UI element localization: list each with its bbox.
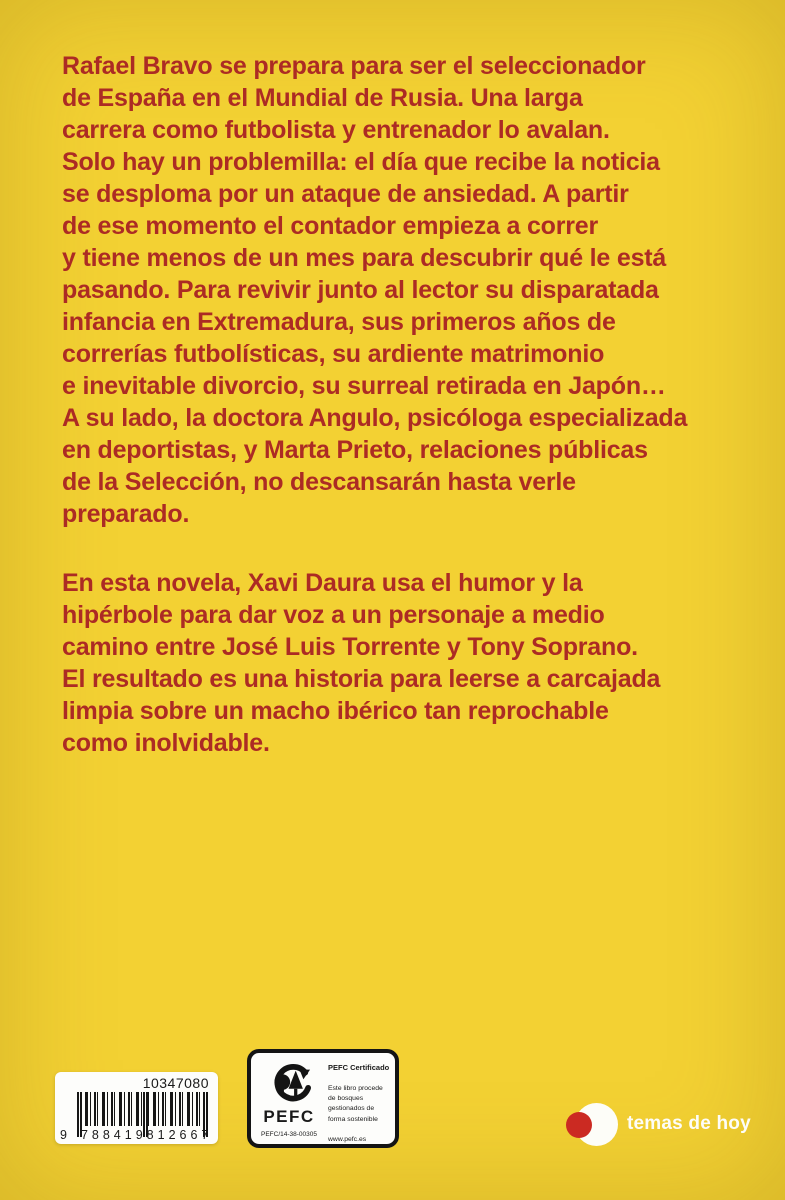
barcode-isbn-digits: [60, 1128, 213, 1142]
pefc-certificate-code: PEFC/14-38-00305: [260, 1131, 317, 1138]
pefc-title: PEFC Certificado: [328, 1063, 390, 1072]
synopsis-line: de la Selección, no descansarán hasta verle: [62, 468, 576, 496]
synopsis-line: se desploma por un ataque de ansiedad. A partir: [62, 180, 629, 208]
pefc-brand-text: PEFC: [263, 1107, 315, 1126]
synopsis-line: El resultado es una historia para leerse a carcajada: [62, 665, 661, 693]
barcode-lead-digit: 9: [60, 1128, 67, 1142]
synopsis-line: Rafael Bravo se prepara para ser el seleccionador: [62, 52, 646, 80]
pefc-left-column: [257, 1059, 321, 1140]
synopsis-line: de España en el Mundial de Rusia. Una larga: [62, 84, 583, 112]
publisher-red-dot-icon: [566, 1112, 592, 1138]
synopsis-line: hipérbole para dar voz a un personaje a medio: [62, 601, 605, 629]
synopsis-line: A su lado, la doctora Angulo, psicóloga especializada: [62, 404, 688, 432]
synopsis-line: en deportistas, y Marta Prieto, relaciones públicas: [62, 436, 648, 464]
synopsis-line: y tiene menos de un mes para descubrir qué le está: [62, 244, 667, 272]
synopsis-line: infancia en Extremadura, sus primeros años de: [62, 308, 616, 336]
synopsis-line: como inolvidable.: [62, 729, 270, 757]
synopsis-line: En esta novela, Xavi Daura usa el humor y la: [62, 569, 583, 597]
pefc-logo-icon: [266, 1061, 312, 1107]
synopsis-paragraph-2: [62, 567, 687, 759]
synopsis-line: preparado.: [62, 500, 190, 528]
barcode-digit-group: 788419: [80, 1128, 147, 1142]
publisher-name: temas de hoy: [627, 1113, 751, 1134]
barcode-top-number: 10347080: [142, 1075, 209, 1091]
barcode-label: [55, 1072, 218, 1144]
synopsis-line: de ese momento el contador empieza a correr: [62, 212, 599, 240]
synopsis-line: camino entre José Luis Torrente y Tony Soprano.: [62, 633, 638, 661]
barcode-digit-group: 812667: [146, 1128, 213, 1142]
synopsis-line: e inevitable divorcio, su surreal retirada en Japón…: [62, 372, 666, 400]
synopsis-line: pasando. Para revivir junto al lector su disparatada: [62, 276, 659, 304]
synopsis-line: carrera como futbolista y entrenador lo avalan.: [62, 116, 610, 144]
synopsis-paragraph-1: [62, 50, 687, 530]
synopsis-line: limpia sobre un macho ibérico tan reprochable: [62, 697, 609, 725]
pefc-right-column: [321, 1059, 390, 1143]
pefc-url: www.pefc.es: [328, 1135, 367, 1143]
pefc-certification-label: [247, 1049, 399, 1148]
publisher-logo: [560, 1100, 760, 1150]
synopsis-line: Solo hay un problemilla: el día que recibe la noticia: [62, 148, 660, 176]
synopsis-text: [62, 50, 687, 759]
synopsis-line: correrías futbolísticas, su ardiente matrimonio: [62, 340, 605, 368]
pefc-description: Este libro procede de bosques gestionados de forma sostenible: [328, 1085, 383, 1123]
